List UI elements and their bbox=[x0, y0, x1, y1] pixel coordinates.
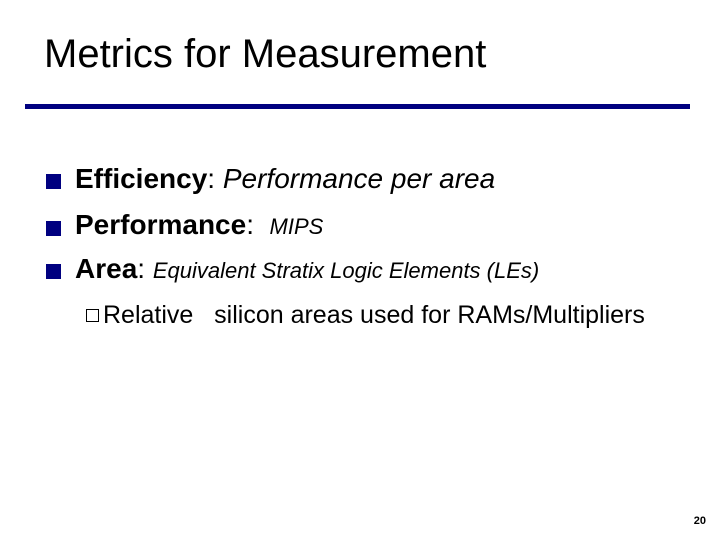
bullet-description: MIPS bbox=[269, 214, 324, 239]
page-number: 20 bbox=[693, 515, 706, 527]
bullet-text bbox=[75, 209, 323, 241]
bullet-text bbox=[75, 253, 539, 285]
bullet-description: Equivalent Stratix Logic Elements (LEs) bbox=[152, 258, 540, 283]
bullet-separator: : bbox=[207, 163, 216, 194]
square-bullet-icon bbox=[46, 221, 61, 236]
bullet-term: Area bbox=[75, 253, 138, 284]
checkbox-bullet-icon bbox=[86, 309, 99, 322]
square-bullet-icon bbox=[46, 264, 61, 279]
slide-title: Metrics for Measurement bbox=[44, 32, 487, 76]
title-divider bbox=[25, 104, 690, 109]
bullet-term: Performance bbox=[75, 209, 247, 240]
bullet-separator: : bbox=[246, 209, 254, 240]
bullet-separator: : bbox=[137, 253, 146, 284]
bullet-text bbox=[75, 163, 495, 195]
subbullet-text: Relative silicon areas used for RAMs/Multipliers bbox=[103, 301, 645, 329]
bullet-description: Performance per area bbox=[222, 163, 496, 194]
bullet-term: Efficiency bbox=[75, 163, 208, 194]
square-bullet-icon bbox=[46, 174, 61, 189]
